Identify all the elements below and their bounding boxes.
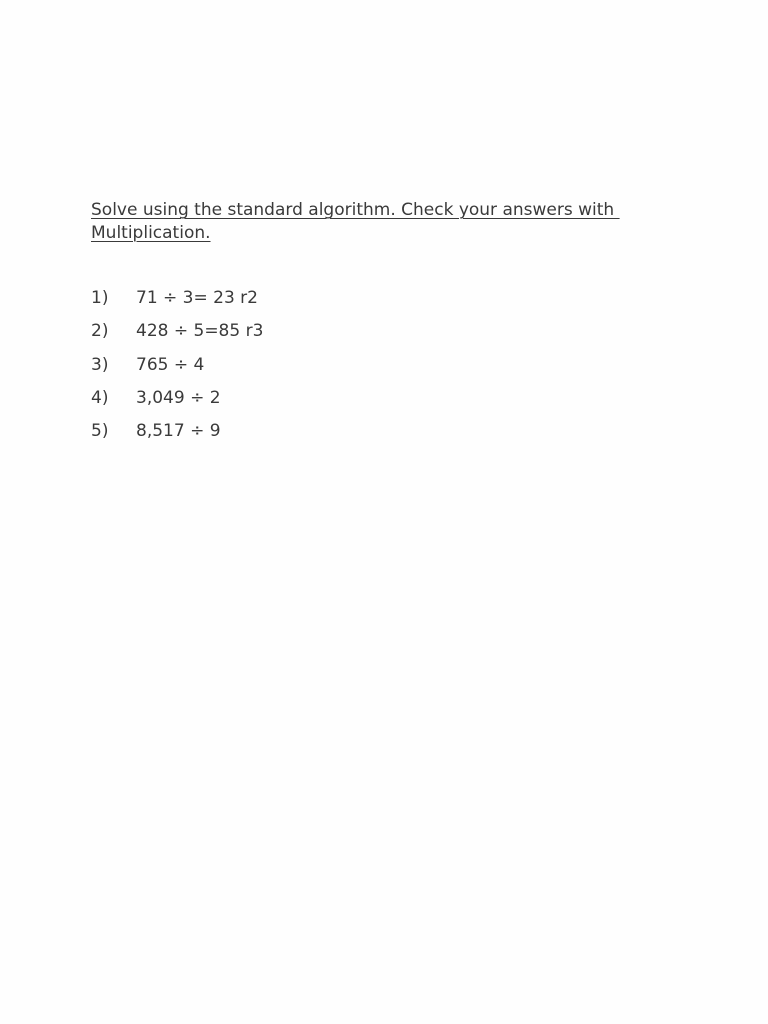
problem-item — [91, 287, 263, 320]
problem-list — [91, 287, 263, 453]
problem-text: 3,049 ÷ 2 — [136, 387, 221, 408]
problem-number: 1) — [91, 288, 109, 308]
problem-text: 428 ÷ 5=85 r3 — [136, 321, 264, 342]
problem-item — [91, 354, 263, 387]
problem-item — [91, 387, 263, 420]
problem-number: 2) — [91, 321, 109, 342]
problem-item — [91, 320, 263, 353]
instructions-heading — [91, 199, 651, 245]
problem-number: 4) — [91, 387, 109, 408]
problem-item — [91, 420, 263, 453]
problem-text: 8,517 ÷ 9 — [136, 421, 221, 442]
problem-number: 3) — [91, 354, 109, 375]
problem-text: 765 ÷ 4 — [136, 354, 205, 375]
problem-text: 71 ÷ 3= 23 r2 — [136, 288, 258, 308]
instructions-line-2: Multiplication. — [91, 223, 211, 243]
problem-number: 5) — [91, 421, 109, 442]
instructions-line-1: Solve using the standard algorithm. Check your answers with — [91, 200, 620, 220]
